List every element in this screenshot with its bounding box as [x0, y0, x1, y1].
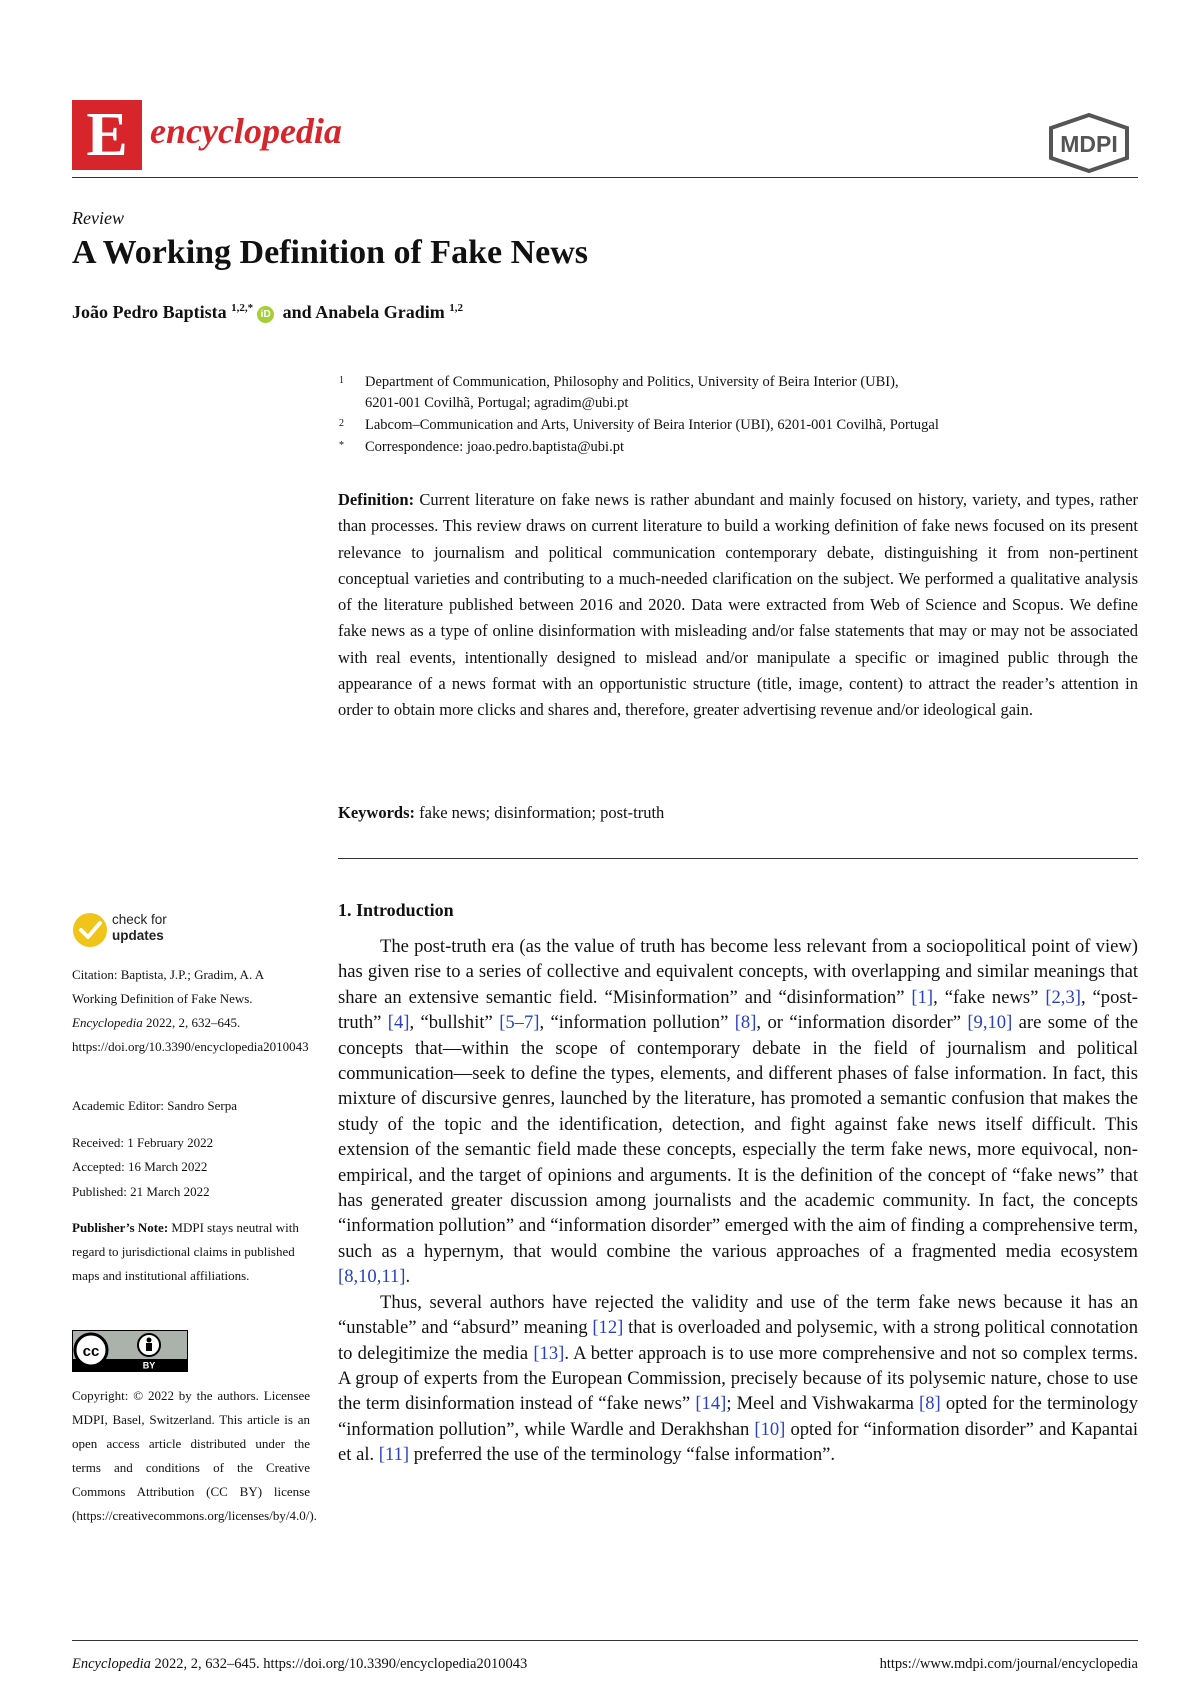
citation-reference-link[interactable]: [8,10,11] [338, 1266, 406, 1288]
journal-logo [72, 100, 142, 170]
footer-citation [72, 1656, 527, 1673]
article-type: Review [72, 208, 124, 228]
publisher-note-label: Publisher’s Note: [72, 1220, 169, 1235]
citation-reference-link[interactable]: [8] [919, 1393, 941, 1415]
check-updates-line: check for [112, 912, 167, 927]
paragraph-text: ; Meel and Vishwakarma [726, 1393, 920, 1415]
paragraph-text: opted for the terminology “information pollution”, while Wardle and Derakhshan [338, 1393, 1138, 1440]
cc-by-license-badge[interactable] [72, 1330, 188, 1372]
citation-reference-link[interactable]: [5–7] [499, 1012, 540, 1034]
paragraph-text: , “bullshit” [409, 1012, 500, 1034]
check-updates-label[interactable] [112, 912, 167, 944]
academic-editor: Academic Editor: Sandro Serpa [72, 1098, 237, 1113]
citation-reference-link[interactable]: [14] [695, 1393, 727, 1415]
paragraph-text: , “fake news” [933, 986, 1046, 1008]
citation-reference-link[interactable]: [9,10] [967, 1012, 1013, 1034]
footer-journal-url[interactable]: https://www.mdpi.com/journal/encyclopedia [879, 1656, 1138, 1672]
affiliation-line: 6201-001 Covilhã, Portugal; agradim@ubi.pt [365, 395, 629, 411]
author-2[interactable]: Anabela Gradim [315, 302, 445, 322]
keywords-label: Keywords: [338, 803, 415, 822]
accepted-date: Accepted: 16 March 2022 [72, 1159, 208, 1174]
correspondence-line: Correspondence: joao.pedro.baptista@ubi.pt [365, 439, 624, 455]
check-updates-line: updates [112, 928, 164, 943]
correspondence [339, 437, 1125, 458]
publisher-note-text: MDPI stays neutral with regard to jurisdictional claims in published maps and institutional affiliations. [72, 1220, 299, 1283]
keywords [338, 803, 1138, 823]
article-title: A Working Definition of Fake News [72, 234, 589, 271]
citation-reference-link[interactable]: [4] [387, 1012, 410, 1034]
paragraph-text: are some of the concepts that—within the scope of contemporary debate in the field of journalism and political communication—seek to define the types, elements, and different phases of false information. In fact, this mixture of discursive genres, launched by the literature, has promoted a semantic confusion that makes the study of the topic and the identification, detection, and fight against fake news itself difficult. This extension of the semantic field made these concepts, especially the term fake news, more equivocal, non-empirical, and the target of opinions and arguments. It is the definition of the concept of “fake news” that has generated greater discussion among journalists and the academic community. In fact, the concepts “information pollution” and “information disorder” emerged with the aim of finding a comprehensive term, such as a hypernym, that would combine the various approaches of a fragmented media ecosystem [338, 1012, 1138, 1262]
paragraph-2 [338, 1290, 1138, 1468]
mdpi-logo [1046, 112, 1132, 179]
keywords-text: fake news; disinformation; post-truth [419, 803, 665, 822]
check-updates-icon[interactable] [72, 912, 108, 953]
paragraph-text: opted for “information disorder” and Kapantai et al. [338, 1418, 1138, 1466]
footer-rule [72, 1640, 1138, 1641]
citation-journal: Encyclopedia [72, 1015, 143, 1030]
affiliation-number: * [339, 440, 344, 451]
journal-name: encyclopedia [150, 111, 342, 151]
citation-reference-link[interactable]: [11] [378, 1444, 410, 1466]
author-1[interactable]: João Pedro Baptista [72, 302, 227, 322]
citation [72, 963, 310, 1059]
paragraph-text: . [405, 1266, 411, 1288]
received-date: Received: 1 February 2022 [72, 1135, 214, 1150]
paragraph-text: preferred the use of the terminology “false information”. [409, 1444, 836, 1466]
publisher-note [72, 1216, 310, 1288]
paragraph-text: , “information pollution” [539, 1012, 735, 1034]
citation-reference-link[interactable]: [12] [592, 1317, 624, 1339]
header-rule [72, 177, 1138, 178]
svg-text:cc: cc [82, 1343, 100, 1360]
copyright: Copyright: © 2022 by the authors. Licensee MDPI, Basel, Switzerland. This article is an open access article distributed under the terms and conditions of the Creative Commons Attribution (CC BY) license (https://creativecommons.org/licenses/by/4.0/). [72, 1388, 317, 1523]
affiliation-number: 2 [339, 418, 344, 429]
citation-reference-link[interactable]: [1] [911, 986, 934, 1008]
paragraph-1 [338, 934, 1138, 1290]
svg-text:BY: BY [142, 1360, 156, 1371]
author-1-affil: 1,2,* [231, 302, 254, 314]
orcid-icon[interactable]: iD [257, 306, 274, 323]
citation-rest[interactable]: 2022, 2, 632–645. https://doi.org/10.3390/encyclopedia2010043 [72, 1015, 309, 1054]
paragraph-text: Thus, several authors have rejected the validity and use of the term fake news because it has an “unstable” and “absurd” meaning [338, 1291, 1138, 1339]
published-date: Published: 21 March 2022 [72, 1184, 210, 1199]
affiliation-1 [339, 372, 1125, 414]
author-conjunction: and [282, 302, 312, 322]
affiliation-line: Labcom–Communication and Arts, University of Beira Interior (UBI), 6201-001 Covilhã, Portugal [365, 417, 939, 433]
svg-text:MDPI: MDPI [1060, 131, 1118, 157]
paragraph-text: , or “information disorder” [756, 1012, 968, 1034]
citation-text: Citation: Baptista, J.P.; Gradim, A. A Working Definition of Fake News. [72, 967, 264, 1006]
paragraph-text: that is overloaded and polysemic, with a strong political connotation to delegitimize the media [338, 1317, 1138, 1364]
introduction-body [338, 934, 1138, 1468]
affiliation-number: 1 [339, 375, 344, 386]
abstract-rule [338, 858, 1138, 859]
definition-label: Definition: [338, 490, 415, 509]
footer-doi[interactable]: 2022, 2, 632–645. https://doi.org/10.3390/encyclopedia2010043 [154, 1656, 528, 1672]
definition-abstract [338, 487, 1138, 724]
authors [72, 302, 463, 323]
paragraph-text: , “post-truth” [338, 986, 1138, 1034]
author-2-affil: 1,2 [449, 302, 463, 314]
affiliation-2 [339, 415, 1165, 436]
citation-reference-link[interactable]: [13] [533, 1342, 565, 1364]
paragraph-text: . A better approach is to use more comprehensive and not so complex terms. A group of experts from the European Commission, precisely because of its polysemic nature, chose to use the term disinformation instead of “fake news” [338, 1342, 1138, 1415]
affiliation-line: Department of Communication, Philosophy and Politics, University of Beira Interior (UBI), [365, 374, 899, 390]
citation-reference-link[interactable]: [8] [734, 1012, 757, 1034]
section-heading: 1. Introduction [338, 900, 454, 920]
citation-reference-link[interactable]: [10] [754, 1418, 786, 1440]
definition-text: Current literature on fake news is rather abundant and mainly focused on history, variety, and types, rather than processes. This review draws on current literature to build a working definition of fake news focused on its present relevance to journalism and political communication contemporary debate, distinguishing it from non-pertinent conceptual varieties and contributing to a much-needed clarification on the subject. We performed a qualitative analysis of the literature published between 2016 and 2020. Data were extracted from Web of Science and Scopus. We define fake news as a type of online disinformation with misleading and/or false statements that may or may not be associated with real events, intentionally designed to mislead and/or manipulate a specific or imagined public through the appearance of a news format with an opportunistic structure (title, image, content) to attract the reader’s attention in order to obtain more clicks and shares and, therefore, greater advertising revenue and/or ideological gain. [338, 490, 1139, 720]
journal-logo-letter: E [86, 101, 128, 169]
citation-reference-link[interactable]: [2,3] [1045, 986, 1081, 1008]
paragraph-text: The post-truth era (as the value of truth has become less relevant from a sociopolitical point of view) has given rise to a series of collective and equivalent concepts, with overlapping and similar meanings that share an extensive semantic field. “Misinformation” and “disinformation” [338, 936, 1138, 1008]
footer-journal: Encyclopedia [72, 1656, 151, 1672]
